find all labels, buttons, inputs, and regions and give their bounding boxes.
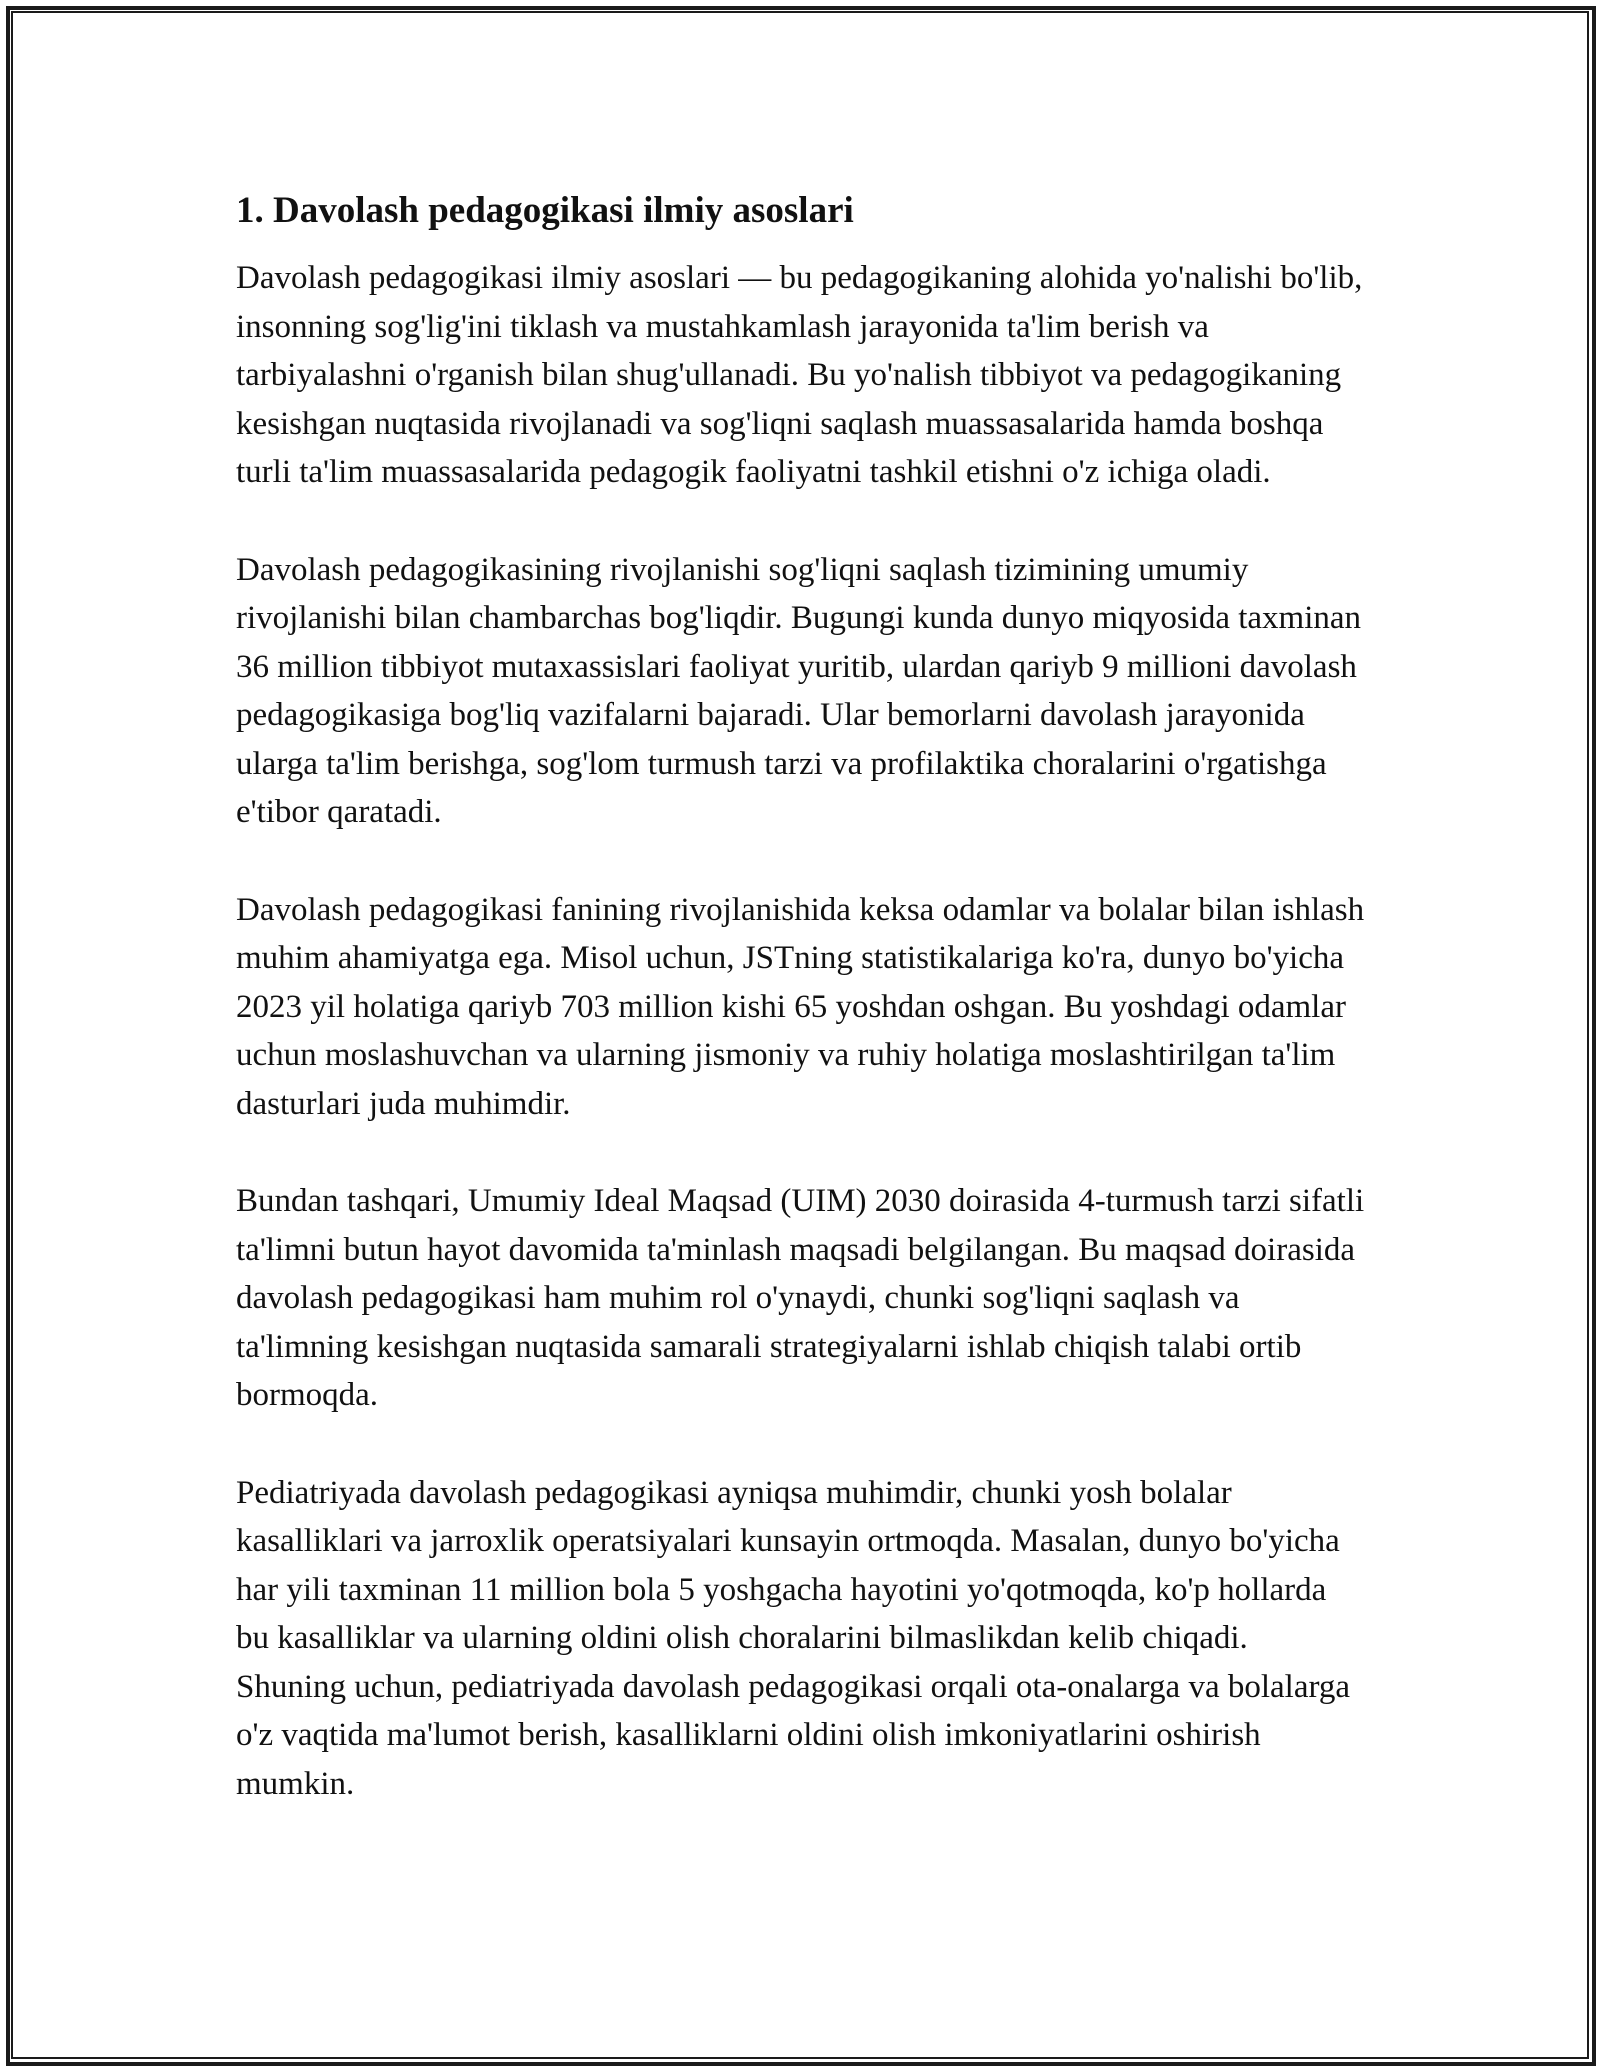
paragraph-5: Pediatriyada davolash pedagogikasi ayniqsa muhimdir, chunki yosh bolalar kasalliklari va jarroxlik operatsiyalari kunsayin ortmoqda. Masalan, dunyo bo'yicha har yili taxminan 11 million bola 5 yoshgacha hayotini yo'qotmoqda, ko'p hollarda bu kasalliklar va ularning oldini olish choralarini bilmaslikdan kelib chiqadi. Shuning uchun, pediatriyada davolash pedagogikasi orqali ota-onalarga va bolalarga o'z vaqtida ma'lumot berish, kasalliklarni oldini olish imkoniyatlarini oshirish mumkin. xyxy=(236,1474,1351,1802)
paragraph-1: Davolash pedagogikasi ilmiy asoslari — bu pedagogikaning alohida yo'nalishi bo'lib, insonning sog'lig'ini tiklash va mustahkamlash jarayonida ta'lim berish va tarbiyalashni o'rganish bilan shug'ullanadi. Bu yo'nalish tibbiyot va pedagogikaning kesishgan nuqtasida rivojlanadi va sog'liqni saqlash muassasalarida hamda boshqa turli ta'lim muassasalarida pedagogik faoliyatni tashkil etishni o'z ichiga oladi. xyxy=(236,260,1363,490)
document-body xyxy=(236,186,1366,1857)
paragraph-4: Bundan tashqari, Umumiy Ideal Maqsad (UIM) 2030 doirasida 4-turmush tarzi sifatli ta'limni butun hayot davomida ta'minlash maqsadi belgilangan. Bu maqsad doirasida davolash pedagogikasi ham muhim rol o'ynaydi, chunki sog'liqni saqlash va ta'limning kesishgan nuqtasida samarali strategiyalarni ishlab chiqish talabi ortib bormoqda. xyxy=(236,1183,1365,1413)
paragraph-3: Davolash pedagogikasi fanining rivojlanishida keksa odamlar va bolalar bilan ishlash muhim ahamiyatga ega. Misol uchun, JSTning statistikalariga ko'ra, dunyo bo'yicha 2023 yil holatiga qariyb 703 million kishi 65 yoshdan oshgan. Bu yoshdagi odamlar uchun moslashuvchan va ularning jismoniy va ruhiy holatiga moslashtirilgan ta'lim dasturlari juda muhimdir. xyxy=(236,891,1365,1122)
paragraph-2: Davolash pedagogikasining rivojlanishi sog'liqni saqlash tizimining umumiy rivojlanishi bilan chambarchas bog'liqdir. Bugungi kunda dunyo miqyosida taxminan 36 million tibbiyot mutaxassislari faoliyat yuritib, ulardan qariyb 9 millioni davolash pedagogikasiga bog'liq vazifalarni bajaradi. Ular bemorlarni davolash jarayonida ularga ta'lim berishga, sog'lom turmush tarzi va profilaktika choralarini o'rgatishga e'tibor qaratadi. xyxy=(236,551,1362,830)
section-heading: 1. Davolash pedagogikasi ilmiy asoslari xyxy=(236,190,854,231)
